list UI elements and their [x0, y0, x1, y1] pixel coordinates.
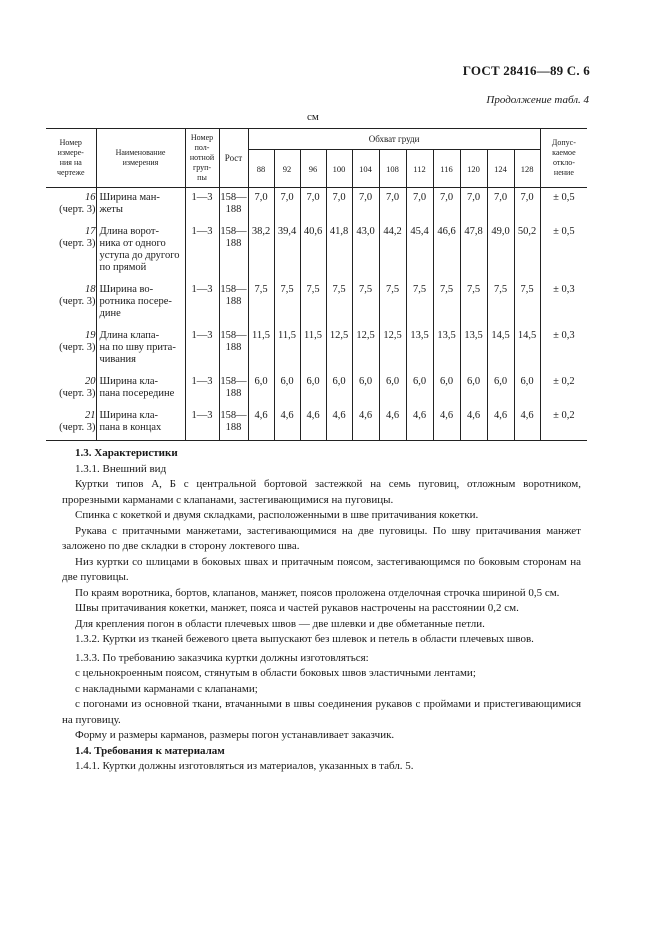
measurement-value: 14,5: [487, 326, 514, 372]
measurement-value: 6,0: [352, 372, 379, 406]
header-line: измере-: [57, 148, 84, 157]
measurement-name: [96, 280, 185, 326]
col-header-tolerance: [540, 129, 587, 188]
header-line: груп-: [192, 163, 212, 172]
header-line: Наименование: [115, 148, 166, 157]
measurement-value: 11,5: [274, 326, 300, 372]
measurement-value: 7,5: [379, 280, 406, 326]
drawing-reference: (черт. 3): [59, 342, 96, 353]
height-range-line: 188: [225, 296, 242, 307]
paragraph: с погонами из основной ткани, втачанными в швы соединения рукавов с проймами и пристегивающимися на пуговицу.: [62, 698, 581, 726]
drawing-reference: (черт. 3): [59, 422, 96, 433]
measurement-value: 4,6: [460, 406, 487, 441]
measurement-value: 6,0: [487, 372, 514, 406]
measurement-value: 7,0: [248, 188, 274, 223]
paragraph: Форму и размеры карманов, размеры погон устанавливает заказчик.: [75, 729, 395, 741]
height-range-line: 158—: [220, 226, 247, 237]
height-range: [219, 326, 248, 372]
measurement-number: [46, 326, 96, 372]
measurement-value: 7,0: [300, 188, 326, 223]
measurement-value: 47,8: [460, 222, 487, 280]
group-number: 1—3: [185, 280, 219, 326]
header-line: нение: [553, 168, 574, 177]
header-line: Допус-: [551, 138, 576, 147]
paragraph: По краям воротника, бортов, клапанов, манжет, поясов проложена отделочная строчка шириной 0,5 см.: [75, 586, 560, 599]
height-range-line: 188: [225, 204, 242, 215]
measurement-value: 7,0: [352, 188, 379, 223]
measurement-name-line: уступа до другого: [99, 250, 180, 261]
paragraph: Спинка с кокеткой и двумя складками, расположенными в шве притачивания кокетки.: [75, 509, 479, 521]
measurement-value: 6,0: [300, 372, 326, 406]
height-range: [219, 222, 248, 280]
measurement-value: 14,5: [514, 326, 540, 372]
col-header-group: [185, 129, 219, 188]
measurement-value: 43,0: [352, 222, 379, 280]
measurement-value: 44,2: [379, 222, 406, 280]
measurement-value: 7,5: [326, 280, 352, 326]
drawing-reference: (черт. 3): [59, 204, 96, 215]
measurement-name-line: дине: [99, 308, 121, 319]
measurement-value: 11,5: [248, 326, 274, 372]
measurement-value: 4,6: [379, 406, 406, 441]
height-range-line: 158—: [220, 376, 247, 387]
measurement-number: [46, 406, 96, 441]
group-number: 1—3: [185, 326, 219, 372]
size-header: 92: [274, 150, 300, 188]
measurement-value: 4,6: [352, 406, 379, 441]
drawing-reference: (черт. 3): [59, 388, 96, 399]
measurement-value: 7,5: [248, 280, 274, 326]
measurement-value: 39,4: [274, 222, 300, 280]
header-line: ния на: [59, 158, 82, 167]
paragraph: 1.3.3. По требованию заказчика куртки должны изготовляться:: [75, 651, 369, 664]
tolerance: ± 0,2: [540, 406, 587, 441]
measurement-name-line: пана в концах: [99, 422, 162, 433]
col-header-rost: Рост: [219, 129, 248, 188]
header-line: Номер: [59, 138, 82, 147]
col-header-chest: Обхват груди: [248, 129, 540, 150]
paragraph: 1.4.1. Куртки должны изготовляться из материалов, указанных в табл. 5.: [75, 760, 414, 772]
paragraph: 1.3.1. Внешний вид: [75, 462, 167, 475]
size-header: 108: [379, 150, 406, 188]
table-row: [46, 326, 587, 372]
measurement-name-line: жеты: [99, 204, 123, 215]
measurement-value: 7,0: [406, 188, 433, 223]
height-range: [219, 372, 248, 406]
paragraph: Куртки типов А, Б с центральной бортовой застежкой на семь пуговиц, отложным воротником, прорезными карманами с клапанами, застегивающимися на пуговицы.: [62, 478, 581, 506]
measurement-value: 4,6: [300, 406, 326, 441]
measurement-value: 6,0: [326, 372, 352, 406]
body-text: [62, 446, 581, 775]
size-header: 88: [248, 150, 274, 188]
height-range: [219, 406, 248, 441]
measurement-number-value: 19: [85, 330, 96, 341]
measurement-value: 4,6: [487, 406, 514, 441]
measurement-value: 13,5: [433, 326, 460, 372]
measurement-value: 40,6: [300, 222, 326, 280]
measurement-value: 7,5: [406, 280, 433, 326]
header-line: измерения: [122, 158, 159, 167]
measurement-value: 6,0: [460, 372, 487, 406]
height-range-line: 158—: [220, 192, 247, 203]
measurement-value: 38,2: [248, 222, 274, 280]
measurement-value: 4,6: [406, 406, 433, 441]
measurement-value: 41,8: [326, 222, 352, 280]
size-header: 124: [487, 150, 514, 188]
paragraph: с накладными карманами с клапанами;: [75, 682, 258, 695]
measurement-value: 7,5: [514, 280, 540, 326]
measurement-value: 12,5: [352, 326, 379, 372]
height-range-line: 188: [225, 422, 242, 433]
header-line: пы: [197, 173, 207, 182]
section-heading: 1.4. Требования к материалам: [75, 744, 225, 757]
header-line: нотной: [189, 153, 215, 162]
measurement-name-line: Длина ворот-: [99, 226, 160, 237]
measurement-value: 7,5: [352, 280, 379, 326]
measurement-value: 45,4: [406, 222, 433, 280]
height-range: [219, 188, 248, 223]
measurement-value: 7,0: [433, 188, 460, 223]
height-range-line: 158—: [220, 284, 247, 295]
measurement-value: 6,0: [514, 372, 540, 406]
tolerance: ± 0,5: [540, 222, 587, 280]
measurement-number: [46, 280, 96, 326]
paragraph: Рукава с притачными манжетами, застегивающимися на две пуговицы. По шву притачивания манжет заложено по две складки в сторону локтевого шва.: [62, 524, 581, 552]
measurement-name-line: Ширина во-: [99, 284, 154, 295]
measurement-value: 6,0: [248, 372, 274, 406]
paragraph: 1.3.2. Куртки из тканей бежевого цвета выпускают без шлевок и петель в области плечевых швов.: [75, 633, 534, 645]
size-header: 120: [460, 150, 487, 188]
size-header: 116: [433, 150, 460, 188]
group-number: 1—3: [185, 406, 219, 441]
tolerance: ± 0,3: [540, 280, 587, 326]
measurement-value: 7,5: [460, 280, 487, 326]
table-row: [46, 222, 587, 280]
size-header: 112: [406, 150, 433, 188]
measurement-value: 46,6: [433, 222, 460, 280]
size-header: 96: [300, 150, 326, 188]
table-continuation-label: Продолжение табл. 4: [486, 94, 589, 106]
measurement-name-line: на по шву прита-: [99, 342, 176, 353]
measurement-name-line: Ширина кла-: [99, 410, 158, 421]
height-range-line: 188: [225, 342, 242, 353]
height-range-line: 158—: [220, 330, 247, 341]
size-header: 128: [514, 150, 540, 188]
measurement-value: 6,0: [433, 372, 460, 406]
measurement-value: 4,6: [433, 406, 460, 441]
measurement-value: 6,0: [379, 372, 406, 406]
table-row: [46, 188, 587, 223]
measurement-value: 13,5: [460, 326, 487, 372]
measurement-name: [96, 406, 185, 441]
measurement-value: 7,0: [460, 188, 487, 223]
measurement-value: 4,6: [514, 406, 540, 441]
measurement-value: 7,0: [487, 188, 514, 223]
measurement-number-value: 21: [85, 410, 96, 421]
measurement-value: 4,6: [326, 406, 352, 441]
paragraph: Для крепления погон в области плечевых швов — две шлевки и две обметанные петли.: [75, 617, 485, 630]
header-line: чертеже: [57, 168, 85, 177]
tolerance: ± 0,5: [540, 188, 587, 223]
measurement-number-value: 17: [85, 226, 96, 237]
drawing-reference: (черт. 3): [59, 238, 96, 249]
measurement-value: 6,0: [274, 372, 300, 406]
measurement-name-line: пана посередине: [99, 388, 175, 399]
table-row: [46, 372, 587, 406]
measurement-number-value: 18: [85, 284, 96, 295]
measurement-value: 11,5: [300, 326, 326, 372]
col-header-num: [46, 129, 96, 188]
unit-label: см: [307, 111, 319, 123]
measurement-value: 4,6: [274, 406, 300, 441]
measurement-name-line: Ширина ман-: [99, 192, 160, 203]
measurement-value: 7,0: [379, 188, 406, 223]
measurement-number-value: 16: [85, 192, 96, 203]
measurement-name: [96, 222, 185, 280]
group-number: 1—3: [185, 188, 219, 223]
measurement-value: 7,5: [433, 280, 460, 326]
measurement-value: 7,0: [326, 188, 352, 223]
measurement-name: [96, 326, 185, 372]
measurement-name-line: Ширина кла-: [99, 376, 158, 387]
height-range-line: 188: [225, 238, 242, 249]
height-range-line: 188: [225, 388, 242, 399]
measurement-name-line: ротника посере-: [99, 296, 172, 307]
header-line: откло-: [552, 158, 575, 167]
measurement-value: 49,0: [487, 222, 514, 280]
measurement-value: 12,5: [379, 326, 406, 372]
measurement-value: 12,5: [326, 326, 352, 372]
measurement-value: 4,6: [248, 406, 274, 441]
header-line: каемое: [552, 148, 576, 157]
paragraph: Низ куртки со шлицами в боковых швах и притачным поясом, застегивающимся по боковым сторонам на две пуговицы.: [62, 555, 581, 583]
measurement-name-line: чивания: [99, 354, 136, 365]
measurement-value: 7,0: [514, 188, 540, 223]
page-header: ГОСТ 28416—89 С. 6: [462, 63, 590, 78]
measurement-value: 7,0: [274, 188, 300, 223]
measurement-value: 13,5: [406, 326, 433, 372]
height-range: [219, 280, 248, 326]
measurement-name: [96, 372, 185, 406]
size-header: 104: [352, 150, 379, 188]
table-body: [46, 188, 587, 441]
paragraph: с цельнокроенным поясом, стянутым в области боковых швов эластичными лентами;: [75, 667, 476, 679]
measurement-number: [46, 188, 96, 223]
measurement-name-line: по прямой: [99, 262, 147, 273]
table-row: [46, 280, 587, 326]
tolerance: ± 0,2: [540, 372, 587, 406]
measurement-value: 6,0: [406, 372, 433, 406]
measurement-number: [46, 372, 96, 406]
header-line: пол-: [194, 143, 210, 152]
measurement-value: 7,5: [487, 280, 514, 326]
group-number: 1—3: [185, 222, 219, 280]
measurement-name-line: ника от одного: [99, 238, 166, 249]
measurement-table: [46, 128, 587, 441]
group-number: 1—3: [185, 372, 219, 406]
measurement-number: [46, 222, 96, 280]
header-line: Номер: [190, 133, 214, 142]
measurement-value: 7,5: [300, 280, 326, 326]
size-header: 100: [326, 150, 352, 188]
measurement-number-value: 20: [85, 376, 96, 387]
drawing-reference: (черт. 3): [59, 296, 96, 307]
table-row: [46, 406, 587, 441]
measurement-value: 7,5: [274, 280, 300, 326]
tolerance: ± 0,3: [540, 326, 587, 372]
measurement-value: 50,2: [514, 222, 540, 280]
measurement-name: [96, 188, 185, 223]
col-header-name: [96, 129, 185, 188]
section-heading: 1.3. Характеристики: [75, 447, 178, 459]
measurement-name-line: Длина клапа-: [99, 330, 160, 341]
height-range-line: 158—: [220, 410, 247, 421]
paragraph: Швы притачивания кокетки, манжет, пояса и частей рукавов настрочены на расстоянии 0,2 см.: [75, 602, 519, 614]
